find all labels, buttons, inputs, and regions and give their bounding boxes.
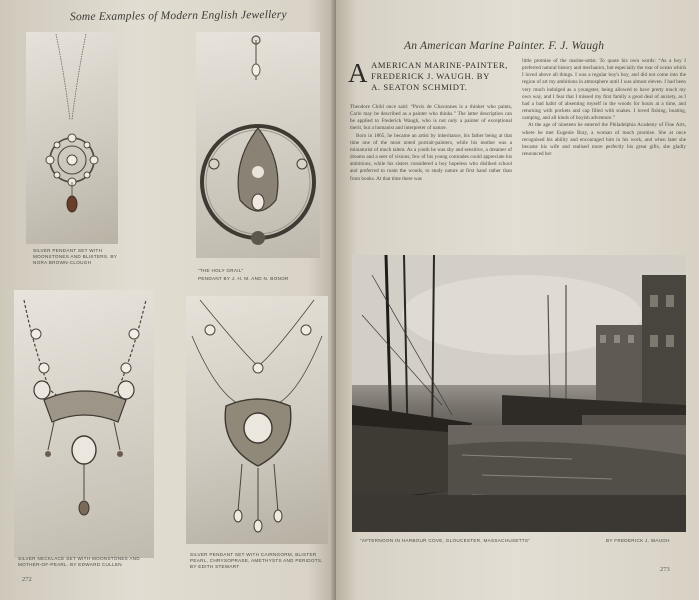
- title-line-2: FREDERICK J. WAUGH. BY: [371, 71, 490, 81]
- col2-paragraph-2: At the age of nineteen he entered the Philadelphia Academy of Fine Arts, where he met Eugenie Bray, a woman of much promise. She at once recognised his ability and encouraged him in his work, and when later she became his wife and realised more perfectly his great gifts, she gladly renounced her: [522, 122, 686, 158]
- caption-pendant-moonstones: SILVER PENDANT SET WITH MOONSTONES AND BLISTERS. BY NORA BROWN-CLOUGH: [33, 248, 118, 265]
- right-page-header: An American Marine Painter. F. J. Waugh: [404, 40, 605, 52]
- plate-harbour-cove: [352, 255, 686, 532]
- caption-harbour-credit: BY FREDERICK J. WAUGH: [606, 538, 670, 543]
- article-column-2: [522, 58, 686, 250]
- drop-cap: A: [348, 58, 369, 88]
- plate-pendant-moonstones: [26, 32, 118, 244]
- title-line-1: AMERICAN MARINE-PAINTER,: [371, 60, 508, 70]
- necklace-moonstones-illustration: [14, 290, 154, 558]
- caption-holy-grail-title: “THE HOLY GRAIL”: [198, 268, 244, 273]
- caption-holy-grail-credit: PENDANT BY J. H. M. AND N. BONOR: [198, 276, 289, 281]
- caption-pendant-cairngorm: SILVER PENDANT SET WITH CAIRNGORM, BLISTER PEARL, CHRYSOPRASE, AMETHYSTS AND PERIDOTS. BY EDITH STEWART: [190, 552, 323, 569]
- caption-harbour-cove: “AFTERNOON IN HARBOUR COVE, GLOUCESTER, MASSACHUSETTS”: [360, 538, 531, 543]
- article-column-1: [350, 104, 512, 250]
- plate-pendant-cairngorm: [186, 296, 328, 544]
- article-title: [348, 60, 508, 93]
- harbour-scene-illustration: [352, 255, 686, 532]
- caption-necklace-moonstones: SILVER NECKLACE SET WITH MOONSTONES AND MOTHER-OF-PEARL. BY EDWARD CULLEN: [18, 556, 140, 567]
- left-page-header: Some Examples of Modern English Jewellery: [69, 8, 287, 24]
- right-page-number: 273: [660, 566, 670, 573]
- plate-holy-grail: [196, 32, 320, 258]
- col1-paragraph-2: Born in 1865, he became an artist by inheritance, his father being at that time one of the most noted portrait-painters, while his mother was a miniaturist of much talent. As a youth he was shy and sensitive, a dreamer of dreams and a seer of visions; few of his young comrades could appreciate his ambitions, while his sisters considered a boy hopeless who disliked school and preferred to roam the woods, to study nature at first hand rather than from books. At that time there was: [350, 132, 512, 182]
- left-page-number: 272: [22, 576, 32, 583]
- pendant-cairngorm-illustration: [186, 296, 328, 544]
- title-line-3: A. SEATON SCHMIDT.: [371, 82, 468, 92]
- holy-grail-pendant-illustration: [196, 32, 320, 258]
- pendant-moonstones-illustration: [26, 32, 118, 244]
- col1-paragraph-1: Theodore Child once said: “Puvis de Chavannes is a thinker who paints, Carlo may be described as a painter who thinks.” The latter description can be applied to Frederick Waugh, who is not only a painter of exceptional merit, but a humanist and interpreter of nature.: [350, 104, 512, 132]
- plate-necklace-moonstones: [14, 290, 154, 558]
- left-page: [0, 0, 335, 600]
- col2-paragraph-1: little promise of the marine-artist. To quote his own words: “As a boy I preferred natural history and mechanics, but especially the roar of ocean which I loved above all things. I was a regular boy's boy, and did not come into the region of art my ambitions in atmosphere until I was almost eleven. I had been very much indulged as a youngster, being allowed to have pretty much my own way, and I fear that I missed my first family a good deal of anxiety, as I had a bad habit of absenting myself in the woods for hours at a time, and returning with pockets and cap filled with snakes. I loved fishing, boating, camping, and all kinds of boyish adventure.”: [522, 58, 686, 122]
